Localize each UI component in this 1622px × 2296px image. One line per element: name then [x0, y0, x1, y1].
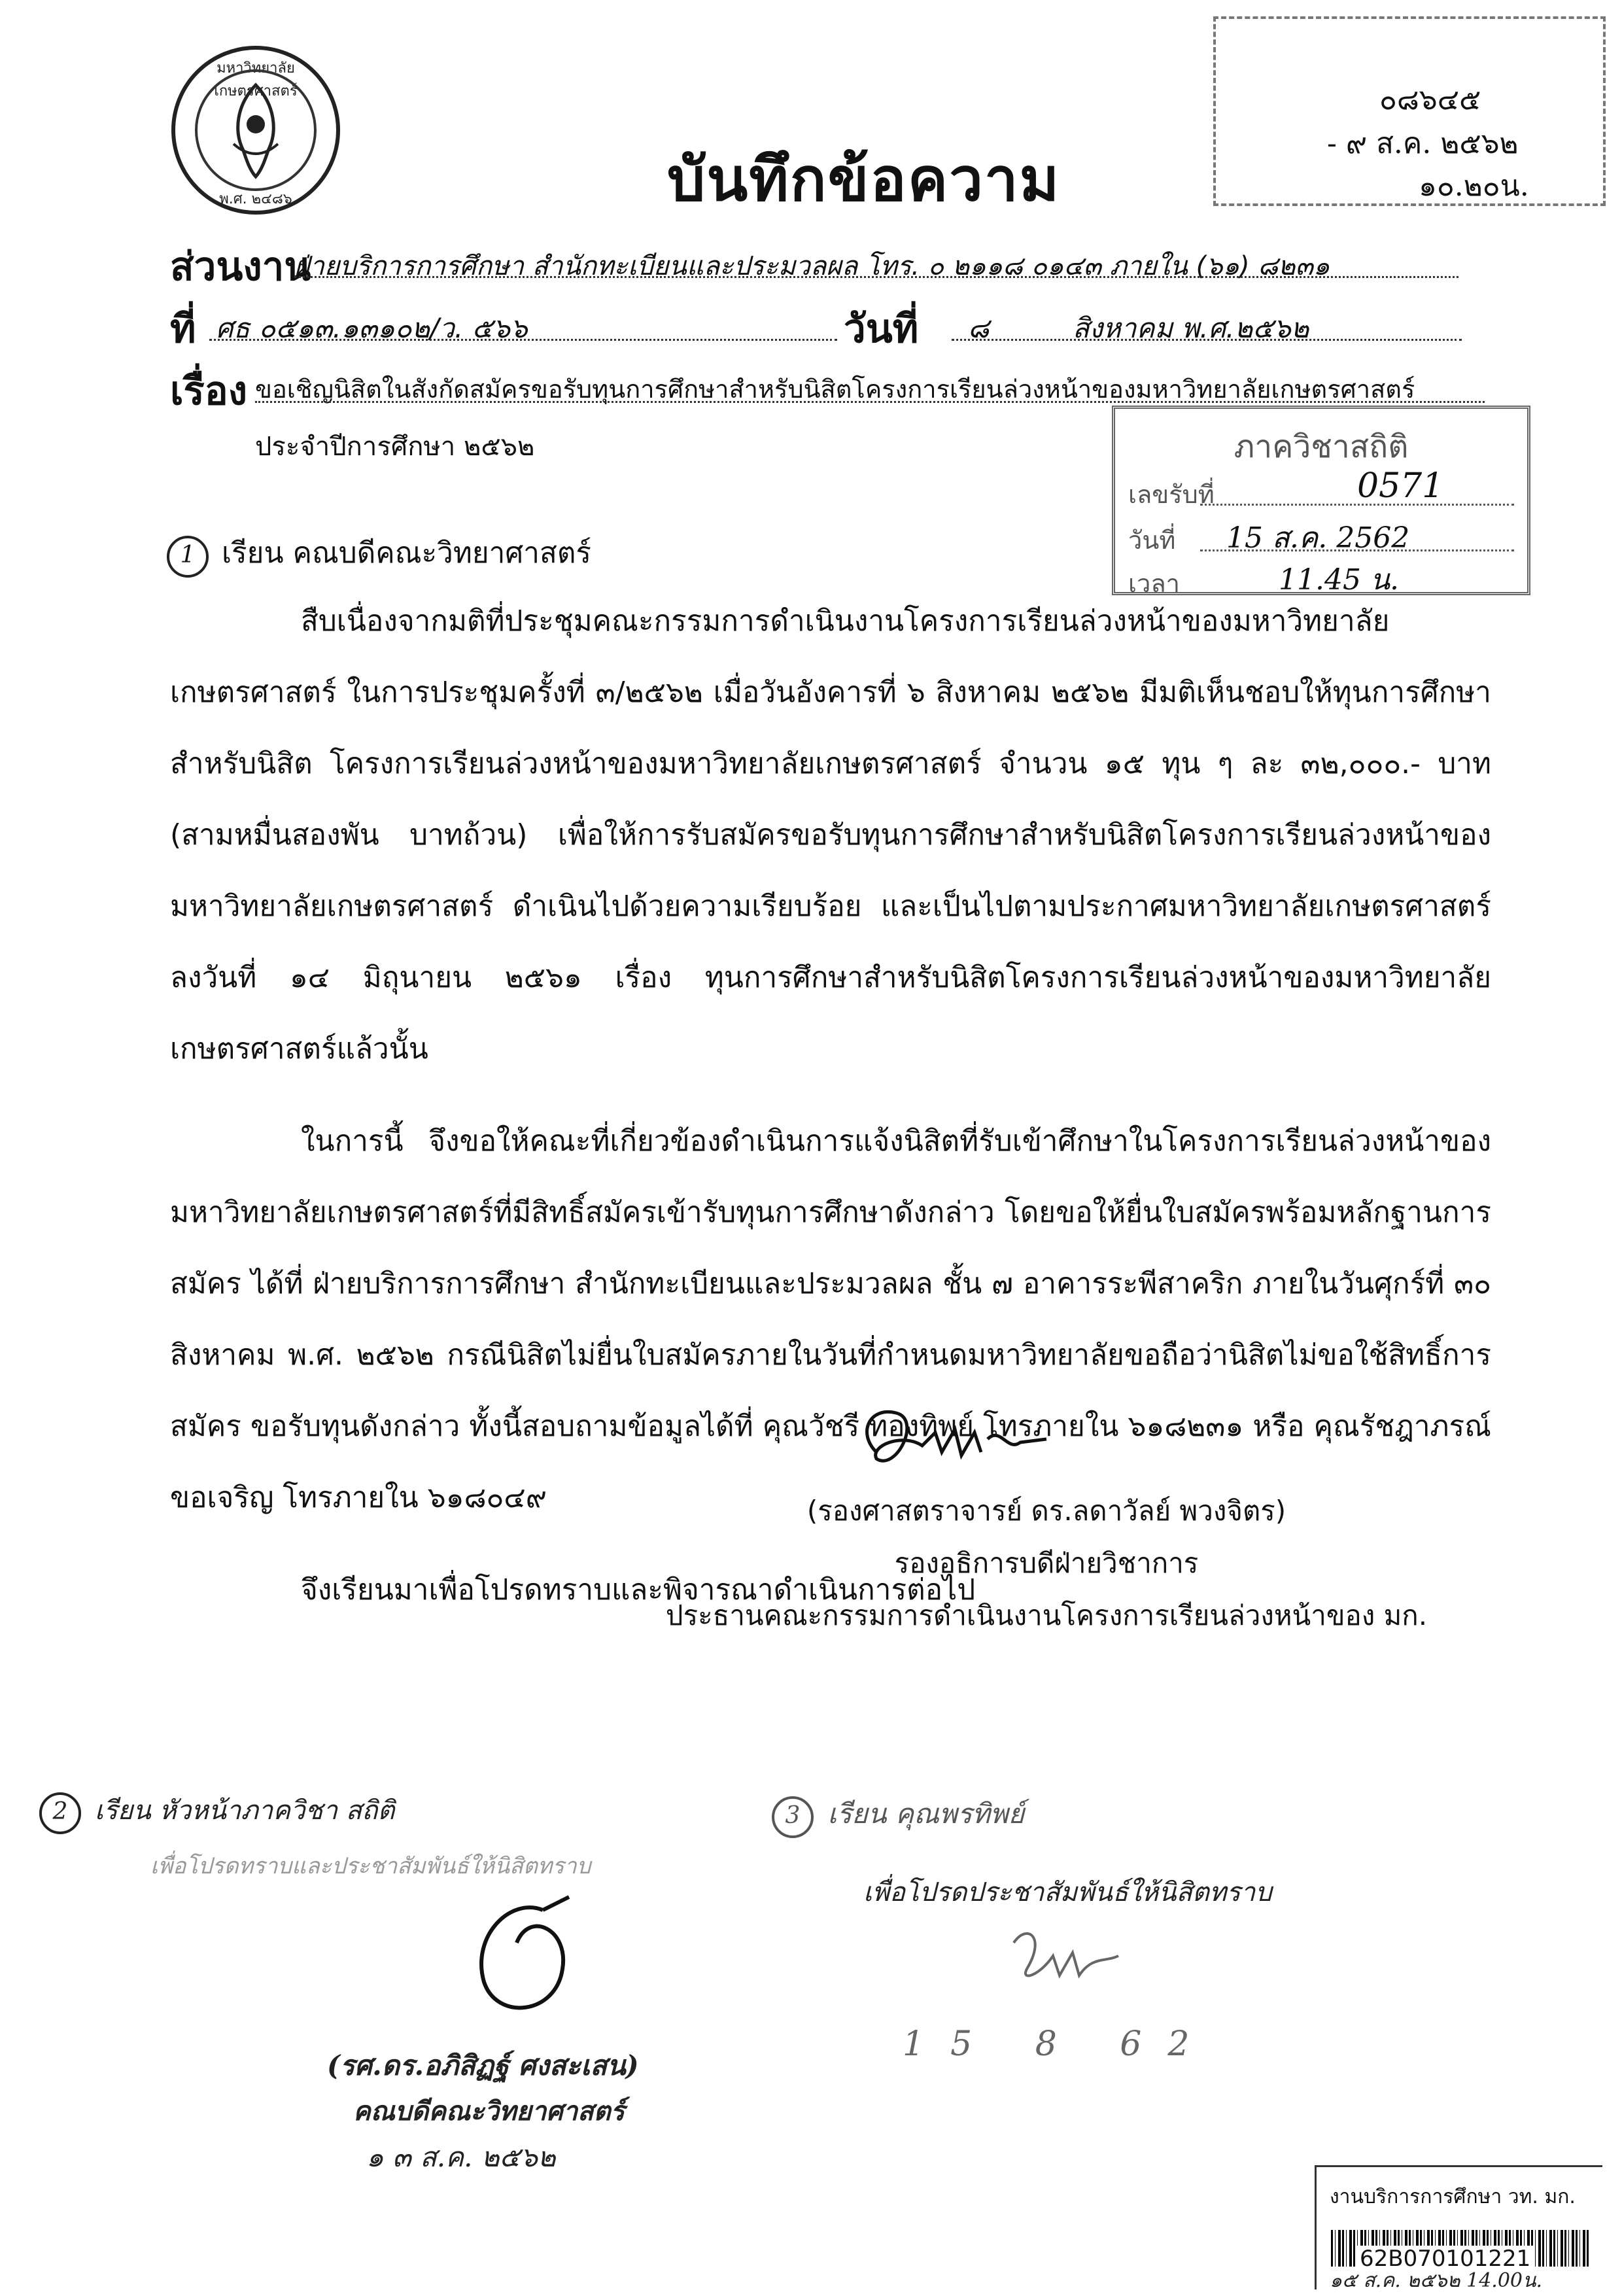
signatory-position-2: ประธานคณะกรรมการดำเนินงานโครงการเรียนล่วงหน้าของ มก. [665, 1599, 1428, 1631]
signature-1-icon [850, 1393, 1066, 1485]
note-3 [772, 1792, 1024, 1838]
date-underline [952, 339, 1462, 341]
footer-box-code: 62B070101221 [1356, 2246, 1534, 2272]
note-3-line2: เพื่อโปรดประชาสัมพันธ์ให้นิสิตทราบ [863, 1877, 1272, 1907]
university-seal [171, 46, 340, 215]
dept-stamp-line2 [1200, 549, 1514, 551]
receive-stamp [1213, 16, 1606, 206]
seal-emblem [195, 69, 317, 191]
date-label: วันที่ [844, 306, 919, 352]
section-row [170, 235, 1478, 298]
signature-3-icon [1001, 1917, 1131, 2021]
note-2-line1: เรียน หัวหน้าภาควิชา สถิติ [94, 1796, 395, 1826]
note-3-date: 15 8 62 [903, 2025, 1216, 2064]
dept-stamp-line1 [1200, 504, 1514, 506]
dept-stamp-recv-label: เลขรับที่ [1128, 480, 1215, 509]
signatory-name: (รองศาสตราจารย์ ดร.ลดาวัลย์ พวงจิตร) [806, 1495, 1286, 1527]
signature-2-icon [445, 1884, 602, 2034]
receive-stamp-number: ๐๘๖๔๕ [1379, 83, 1481, 116]
subject-line2: ประจำปีการศึกษา ๒๕๖๒ [255, 432, 535, 462]
dept-stamp-time-label: เวลา [1128, 569, 1180, 598]
ref-value: ศธ ๐๕๑๓.๑๓๑๐๒/ว. ๕๖๖ [216, 312, 528, 344]
salutation-text: เรียน คณบดีคณะวิทยาศาสตร์ [222, 536, 592, 570]
subject-label: เรื่อง [170, 368, 248, 414]
signatory-position-1: รองอธิการบดีฝ่ายวิชาการ [894, 1547, 1199, 1579]
section-underline [294, 276, 1458, 278]
note-2-line2: เพื่อโปรดทราบและประชาสัมพันธ์ให้นิสิตทราบ [150, 1853, 591, 1879]
note-3-number: 3 [772, 1796, 814, 1838]
signatory-block [589, 1485, 1504, 1642]
note-2-date: ๑ ๓ ส.ค. ๒๕๖๒ [366, 2141, 556, 2173]
subject-line1: ขอเชิญนิสิตในสังกัดสมัครขอรับทุนการศึกษาสำหรับนิสิตโครงการเรียนล่วงหน้าของมหาวิทยาลัยเกษตรศาสตร์ [255, 375, 1415, 404]
dept-stamp-time-value: 11.45 น. [1279, 563, 1400, 597]
dept-stamp-heading: ภาควิชาสถิติ [1234, 428, 1409, 465]
body-paragraph-2: ในการนี้ จึงขอให้คณะที่เกี่ยวข้องดำเนินการแจ้งนิสิตที่รับเข้าศึกษาในโครงการเรียนล่วงหน้าของ มหาวิทยาลัยเกษตรศาสตร์ที่มีสิทธิ์สมัครเข้ารับทุนการศึกษาดังกล่าว โดยขอให้ยื่นใบสมัครพร้อมหลักฐานการสมัคร ได้ที่ ฝ่ายบริการการศึกษา สำนักทะเบียนและประมวลผล ชั้น ๗ อาคารระพีสาคริก ภายในวันศุกร์ที่ ๓๐ สิงหาคม พ.ศ. ๒๕๖๒ กรณีนิสิตไม่ยื่นใบสมัครภายในวันที่กำหนดมหาวิทยาลัยขอถือว่านิสิตไม่ขอใช้สิทธิ์การสมัคร ขอรับทุนดังกล่าว ทั้งนี้สอบถามข้อมูลได้ที่ คุณวัชรี ทองทิพย์ โทรภายใน ๖๑๘๒๓๑ หรือ คุณรัชฎาภรณ์ ขอเจริญ โทรภายใน ๖๑๘๐๔๙ [170, 1124, 1491, 1514]
closing-text: จึงเรียนมาเพื่อโปรดทราบและพิจารณาดำเนินการต่อไป [301, 1573, 976, 1607]
seal-emblem-icon [198, 72, 314, 188]
salutation-number: 1 [167, 536, 209, 578]
seal-bottom-text: พ.ศ. ๒๔๘๖ [219, 191, 292, 207]
section-label: ส่วนงาน [170, 244, 311, 290]
ref-row [170, 298, 1478, 360]
dept-stamp-date-value: 15 ส.ค. 2562 [1226, 521, 1410, 555]
salutation [167, 530, 591, 578]
ref-underline [209, 339, 837, 341]
footer-box-handwritten: ๑๕ ส.ค. ๒๕๖๒ 14.00น. [1330, 2269, 1543, 2292]
body-paragraph-1: สืบเนื่องจากมติที่ประชุมคณะกรรมการดำเนินงานโครงการเรียนล่วงหน้าของมหาวิทยาลัยเกษตรศาสตร์ ในการประชุมครั้งที่ ๓/๒๕๖๒ เมื่อวันอังคารที่ ๖ สิงหาคม ๒๕๖๒ มีมติเห็นชอบให้ทุนการศึกษาสำหรับนิสิต โครงการเรียนล่วงหน้าของมหาวิทยาลัยเกษตรศาสตร์ จำนวน ๑๕ ทุน ๆ ละ ๓๒,๐๐๐.- บาท (สามหมื่นสองพัน บาทถ้วน) เพื่อให้การรับสมัครขอรับทุนการศึกษาสำหรับนิสิตโครงการเรียนล่วงหน้าของมหาวิทยาลัยเกษตรศาสตร์ ดำเนินไปด้วยความเรียบร้อย และเป็นไปตามประกาศมหาวิทยาลัยเกษตรศาสตร์ ลงวันที่ ๑๔ มิถุนายน ๒๕๖๑ เรื่อง ทุนการศึกษาสำหรับนิสิตโครงการเรียนล่วงหน้าของมหาวิทยาลัยเกษตรศาสตร์แล้วนั้น [170, 604, 1491, 1066]
note-2-number: 2 [39, 1792, 81, 1834]
note-2-position: คณบดีคณะวิทยาศาสตร์ [353, 2096, 625, 2127]
date-day: ๘ [968, 312, 990, 344]
note-3-line1: เรียน คุณพรทิพย์ [827, 1798, 1025, 1830]
department-stamp [1112, 406, 1530, 598]
date-rest: สิงหาคม พ.ศ.๒๕๖๒ [1073, 312, 1309, 344]
subject-underline [255, 401, 1485, 403]
footer-box-label: งานบริการการศึกษา วท. มก. [1330, 2185, 1576, 2208]
dept-stamp-date-label: วันที่ [1128, 526, 1176, 555]
dept-stamp-recv-value: 0571 [1357, 466, 1444, 506]
document-body [170, 585, 1491, 1626]
ref-label: ที่ [170, 306, 196, 352]
receive-stamp-time: ๑๐.๒๐น. [1419, 169, 1529, 203]
document-title: บันทึกข้อความ [667, 145, 1061, 215]
receive-stamp-date: - ๙ ส.ค. ๒๕๖๒ [1327, 127, 1519, 160]
note-2 [39, 1789, 394, 1834]
section-value: ฝ่ายบริการการศึกษา สำนักทะเบียนและประมวลผล โทร. ๐ ๒๑๑๘ ๐๑๔๓ ภายใน (๖๑) ๘๒๓๑ [294, 251, 1330, 281]
footer-barcode-box [1315, 2165, 1602, 2292]
seal-top-text: มหาวิทยาลัยเกษตรศาสตร์ [214, 60, 298, 99]
note-2-name: (รศ.ดร.อภิสิฏฐ์ ศงสะเสน) [327, 2049, 639, 2081]
